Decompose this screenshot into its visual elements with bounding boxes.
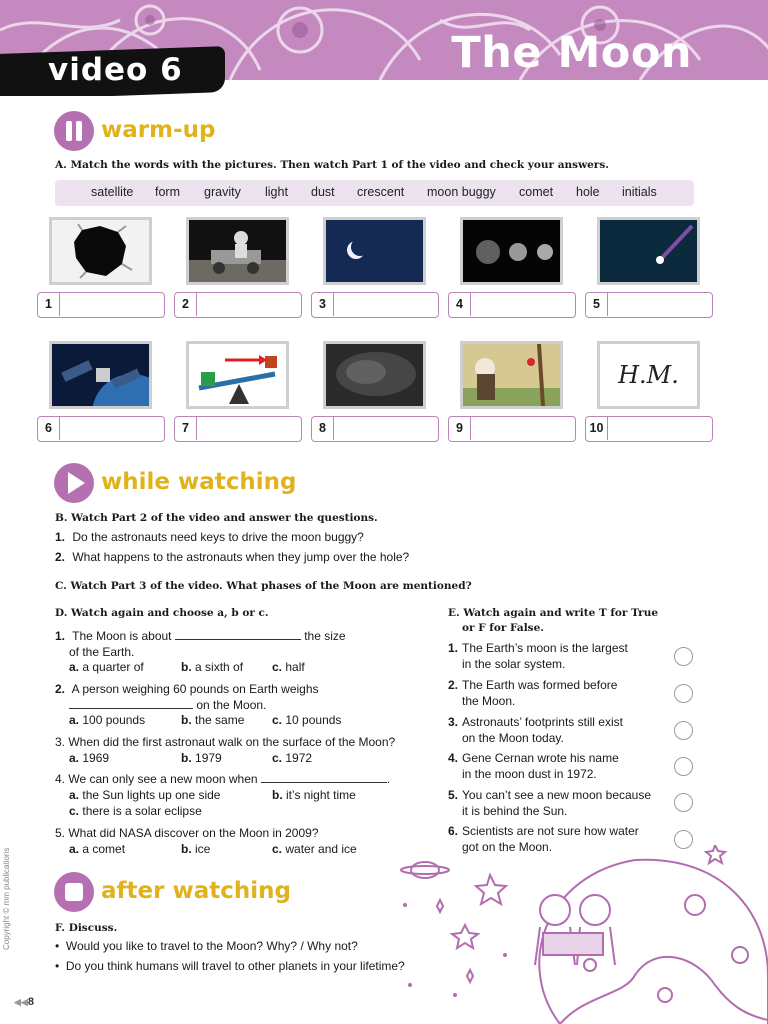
picture-hole <box>49 217 152 285</box>
initials-signature: H.M. <box>618 361 679 389</box>
option-d1-a[interactable]: a. a quarter of <box>69 660 144 674</box>
question-d5: 5. What did NASA discover on the Moon in 2009? <box>55 826 319 840</box>
option-d5-c[interactable]: c. water and ice <box>272 842 357 856</box>
statement-e6: 6. Scientists are not sure how water <box>448 824 639 838</box>
discussion-question: • Would you like to travel to the Moon? Why? / Why not? <box>55 939 358 953</box>
answer-box-number: 3 <box>312 293 334 316</box>
warmup-heading: warm-up <box>101 117 216 143</box>
word-bank-item: dust <box>311 185 335 199</box>
picture-gravity-seesaw <box>186 341 289 409</box>
word-bank-item: initials <box>622 185 657 199</box>
instruction-b: B. Watch Part 2 of the video and answer the questions. <box>55 512 378 524</box>
pause-icon <box>54 111 94 151</box>
option-d4-b[interactable]: b. it’s night time <box>272 788 356 802</box>
page-header <box>0 0 768 96</box>
option-d5-b[interactable]: b. ice <box>181 842 211 856</box>
statement-e4: 4. Gene Cernan wrote his name <box>448 751 619 765</box>
picture-moon-buggy <box>186 217 289 285</box>
option-d2-c[interactable]: c. 10 pounds <box>272 713 342 727</box>
question-d1-cont: of the Earth. <box>69 645 135 659</box>
answer-box-number: 7 <box>175 417 197 440</box>
word-bank-item: moon buggy <box>427 185 496 199</box>
statement-e5-cont: it is behind the Sun. <box>462 804 568 818</box>
answer-blank[interactable] <box>69 697 193 709</box>
instruction-a: A. Match the words with the pictures. Then watch Part 1 of the video and check your answers. <box>55 159 609 171</box>
answer-box-number: 6 <box>38 417 60 440</box>
statement-e4-cont: in the moon dust in 1972. <box>462 767 597 781</box>
answer-blank[interactable] <box>261 771 387 783</box>
answer-box-6[interactable] <box>37 416 165 442</box>
question-d1: 1. The Moon is about the size <box>55 629 346 643</box>
picture-moon-formation <box>460 217 563 285</box>
word-bank-item: hole <box>576 185 600 199</box>
answer-box-8[interactable] <box>311 416 439 442</box>
statement-e1-cont: in the solar system. <box>462 657 566 671</box>
picture-comet <box>597 217 700 285</box>
question-d4: 4. We can only see a new moon when . <box>55 772 391 786</box>
option-d2-b[interactable]: b. the same <box>181 713 245 727</box>
answer-box-3[interactable] <box>311 292 439 318</box>
video-number: video 6 <box>48 52 183 88</box>
tf-answer-circle[interactable] <box>674 721 693 740</box>
answer-box-number: 5 <box>586 293 608 316</box>
rewind-icon: ◀◀ <box>14 997 28 1007</box>
answer-box-number: 4 <box>449 293 471 316</box>
statement-e3-cont: on the Moon today. <box>462 731 564 745</box>
discussion-question: • Do you think humans will travel to other planets in your lifetime? <box>55 959 405 973</box>
instruction-f: F. Discuss. <box>55 922 118 934</box>
answer-box-9[interactable] <box>448 416 576 442</box>
after-watching-heading: after watching <box>101 878 291 904</box>
tf-answer-circle[interactable] <box>674 793 693 812</box>
answer-box-2[interactable] <box>174 292 302 318</box>
option-d2-a[interactable]: a. 100 pounds <box>69 713 146 727</box>
option-d3-a[interactable]: a. 1969 <box>69 751 110 765</box>
statement-e3: 3. Astronauts’ footprints still exist <box>448 715 623 729</box>
option-d1-b[interactable]: b. a sixth of <box>181 660 244 674</box>
copyright-notice: Copyright © mm publications <box>2 847 11 950</box>
answer-box-10[interactable] <box>585 416 713 442</box>
option-d3-b[interactable]: b. 1979 <box>181 751 222 765</box>
picture-initials <box>597 341 700 409</box>
page-number: ◀◀8 <box>14 996 34 1008</box>
tf-answer-circle[interactable] <box>674 684 693 703</box>
word-bank-item: comet <box>519 185 554 199</box>
answer-box-1[interactable] <box>37 292 165 318</box>
page-title: The Moon <box>451 28 692 78</box>
option-d4-c[interactable]: c. there is a solar eclipse <box>69 804 202 818</box>
instruction-e-cont: or F for False. <box>462 622 544 634</box>
answer-box-7[interactable] <box>174 416 302 442</box>
question-b1: 1. Do the astronauts need keys to drive the moon buggy? <box>55 530 364 544</box>
statement-e6-cont: got on the Moon. <box>462 840 553 854</box>
while-watching-heading: while watching <box>101 469 297 495</box>
answer-box-number: 9 <box>449 417 471 440</box>
question-d2: 2. A person weighing 60 pounds on Earth weighs <box>55 682 319 696</box>
option-d4-a[interactable]: a. the Sun lights up one side <box>69 788 221 802</box>
option-d3-c[interactable]: c. 1972 <box>272 751 313 765</box>
statement-e1: 1. The Earth’s moon is the largest <box>448 641 628 655</box>
question-d2-cont: on the Moon. <box>69 697 266 713</box>
word-bank-item: gravity <box>204 185 241 199</box>
stop-icon <box>54 872 94 912</box>
statement-e5: 5. You can’t see a new moon because <box>448 788 652 802</box>
word-bank-item: light <box>265 185 288 199</box>
statement-e2: 2. The Earth was formed before <box>448 678 618 692</box>
question-d3: 3. When did the first astronaut walk on the surface of the Moon? <box>55 735 396 749</box>
option-d1-c[interactable]: c. half <box>272 660 305 674</box>
tf-answer-circle[interactable] <box>674 757 693 776</box>
picture-crescent <box>323 217 426 285</box>
instruction-c: C. Watch Part 3 of the video. What phases of the Moon are mentioned? <box>55 580 472 592</box>
word-bank-item: form <box>155 185 180 199</box>
picture-satellite <box>49 341 152 409</box>
option-d5-a[interactable]: a. a comet <box>69 842 126 856</box>
moon-kids-illustration <box>395 845 768 1024</box>
picture-dust <box>323 341 426 409</box>
picture-newton-light <box>460 341 563 409</box>
word-bank-item: crescent <box>357 185 405 199</box>
word-bank-item: satellite <box>91 185 134 199</box>
instruction-d: D. Watch again and choose a, b or c. <box>55 607 269 619</box>
play-icon <box>54 463 94 503</box>
statement-e2-cont: the Moon. <box>462 694 516 708</box>
answer-box-number: 10 <box>586 417 608 440</box>
answer-blank[interactable] <box>175 628 301 640</box>
answer-box-4[interactable] <box>448 292 576 318</box>
question-b2: 2. What happens to the astronauts when they jump over the hole? <box>55 550 410 564</box>
answer-box-5[interactable] <box>585 292 713 318</box>
answer-box-number: 2 <box>175 293 197 316</box>
answer-box-number: 1 <box>38 293 60 316</box>
instruction-e: E. Watch again and write T for True <box>448 607 659 619</box>
answer-box-number: 8 <box>312 417 334 440</box>
tf-answer-circle[interactable] <box>674 647 693 666</box>
